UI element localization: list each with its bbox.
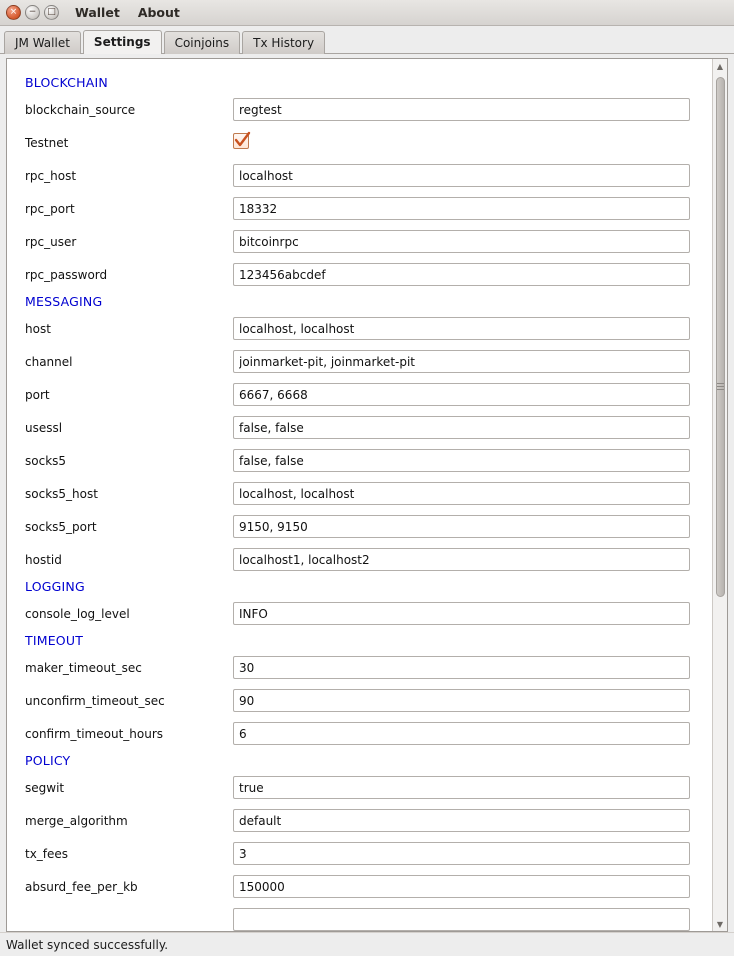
setting-row: [17, 840, 704, 867]
setting-field: [233, 809, 690, 832]
setting-field: [233, 656, 690, 679]
setting-row: [17, 546, 704, 573]
maximize-button[interactable]: [44, 5, 59, 20]
setting-row: [17, 195, 704, 222]
testnet-checkbox[interactable]: [233, 133, 249, 149]
setting-field: [233, 515, 690, 538]
settings-content: [0, 54, 734, 932]
vertical-scrollbar[interactable]: [712, 59, 727, 931]
setting-input-blank[interactable]: [233, 908, 690, 931]
setting-row: [17, 261, 704, 288]
setting-row: [17, 480, 704, 507]
setting-field: [233, 908, 690, 931]
scrollbar-track[interactable]: [713, 73, 728, 917]
setting-row: [17, 807, 704, 834]
setting-label: confirm_timeout_hours: [25, 726, 164, 741]
setting-input-rpc_host[interactable]: [233, 164, 690, 187]
scrollbar-thumb[interactable]: [716, 77, 725, 597]
setting-field: [233, 383, 690, 406]
setting-row: [17, 129, 704, 156]
setting-field: [233, 602, 690, 625]
setting-row: [17, 447, 704, 474]
close-icon: ×: [9, 7, 18, 17]
setting-input-socks5[interactable]: [233, 449, 690, 472]
status-message: Wallet synced successfully.: [6, 937, 169, 952]
setting-field: [233, 317, 690, 340]
setting-field: [233, 548, 690, 571]
setting-label: console_log_level: [25, 606, 130, 621]
setting-field: [233, 875, 690, 898]
section-title-timeout: TIMEOUT: [25, 633, 84, 648]
setting-field: [233, 416, 690, 439]
setting-label: rpc_port: [25, 201, 75, 216]
setting-field: [233, 164, 690, 187]
setting-input-rpc_user[interactable]: [233, 230, 690, 253]
section-title-messaging: MESSAGING: [25, 294, 103, 309]
setting-row: [17, 381, 704, 408]
setting-input-merge_algorithm[interactable]: [233, 809, 690, 832]
setting-input-unconfirm_timeout_sec[interactable]: [233, 689, 690, 712]
minimize-icon: −: [28, 7, 37, 17]
status-bar: [0, 932, 734, 956]
setting-row: [17, 654, 704, 681]
setting-input-socks5_host[interactable]: [233, 482, 690, 505]
scroll-down-arrow-icon[interactable]: ▼: [716, 919, 724, 929]
setting-input-absurd_fee_per_kb[interactable]: [233, 875, 690, 898]
setting-label: segwit: [25, 780, 65, 795]
window-controls: [6, 5, 59, 20]
setting-row: [17, 315, 704, 342]
settings-list: [7, 59, 712, 931]
setting-field: [233, 133, 690, 152]
setting-row: [17, 720, 704, 747]
setting-input-confirm_timeout_hours[interactable]: [233, 722, 690, 745]
setting-input-hostid[interactable]: [233, 548, 690, 571]
menu-item-wallet[interactable]: Wallet: [75, 5, 120, 20]
setting-input-usessl[interactable]: [233, 416, 690, 439]
menu-item-about[interactable]: About: [137, 5, 180, 20]
settings-panel: [6, 58, 728, 932]
section-title-logging: LOGGING: [25, 579, 85, 594]
setting-label: usessl: [25, 420, 63, 435]
setting-row: [17, 687, 704, 714]
setting-label: unconfirm_timeout_sec: [25, 693, 165, 708]
setting-input-blockchain_source[interactable]: [233, 98, 690, 121]
setting-row: [17, 414, 704, 441]
setting-label: host: [25, 321, 51, 336]
setting-field: [233, 842, 690, 865]
setting-field: [233, 689, 690, 712]
setting-label: socks5_host: [25, 486, 98, 501]
setting-label: rpc_user: [25, 234, 77, 249]
setting-input-rpc_port[interactable]: [233, 197, 690, 220]
setting-field: [233, 197, 690, 220]
setting-input-channel[interactable]: [233, 350, 690, 373]
setting-label: channel: [25, 354, 73, 369]
setting-input-segwit[interactable]: [233, 776, 690, 799]
setting-input-console_log_level[interactable]: [233, 602, 690, 625]
tab-settings[interactable]: Settings: [83, 30, 162, 54]
setting-field: [233, 230, 690, 253]
setting-field: [233, 350, 690, 373]
section-title-blockchain: BLOCKCHAIN: [25, 75, 108, 90]
section-title-policy: POLICY: [25, 753, 71, 768]
setting-label: absurd_fee_per_kb: [25, 879, 138, 894]
setting-field: [233, 449, 690, 472]
setting-row: [17, 774, 704, 801]
setting-label: socks5_port: [25, 519, 97, 534]
setting-row: [17, 96, 704, 123]
setting-row: [17, 348, 704, 375]
setting-field: [233, 98, 690, 121]
setting-label: socks5: [25, 453, 67, 468]
tab-bar: [0, 26, 734, 54]
setting-row: [17, 513, 704, 540]
tab-coinjoins[interactable]: Coinjoins: [164, 31, 241, 54]
setting-label: Testnet: [25, 135, 69, 150]
setting-field: [233, 776, 690, 799]
setting-row: [17, 600, 704, 627]
setting-row: [17, 906, 704, 931]
title-bar: [0, 0, 734, 26]
setting-label: merge_algorithm: [25, 813, 128, 828]
setting-row: [17, 228, 704, 255]
setting-input-port[interactable]: [233, 383, 690, 406]
setting-input-socks5_port[interactable]: [233, 515, 690, 538]
setting-row: [17, 162, 704, 189]
tab-tx-history[interactable]: Tx History: [242, 31, 325, 54]
setting-label: tx_fees: [25, 846, 69, 861]
setting-label: rpc_password: [25, 267, 108, 282]
setting-field: [233, 263, 690, 286]
setting-row: [17, 873, 704, 900]
close-button[interactable]: [6, 5, 21, 20]
maximize-icon: □: [47, 7, 56, 17]
setting-input-tx_fees[interactable]: [233, 842, 690, 865]
menu-bar: [73, 4, 182, 21]
setting-field: [233, 722, 690, 745]
setting-label: hostid: [25, 552, 62, 567]
setting-field: [233, 482, 690, 505]
setting-label: maker_timeout_sec: [25, 660, 142, 675]
setting-label: port: [25, 387, 50, 402]
scrollbar-grip-icon: [717, 383, 724, 390]
setting-input-maker_timeout_sec[interactable]: [233, 656, 690, 679]
minimize-button[interactable]: [25, 5, 40, 20]
setting-label: blockchain_source: [25, 102, 136, 117]
setting-input-rpc_password[interactable]: [233, 263, 690, 286]
setting-input-host[interactable]: [233, 317, 690, 340]
setting-label: rpc_host: [25, 168, 77, 183]
scroll-up-arrow-icon[interactable]: ▲: [716, 61, 724, 71]
tab-jm-wallet[interactable]: JM Wallet: [4, 31, 81, 54]
